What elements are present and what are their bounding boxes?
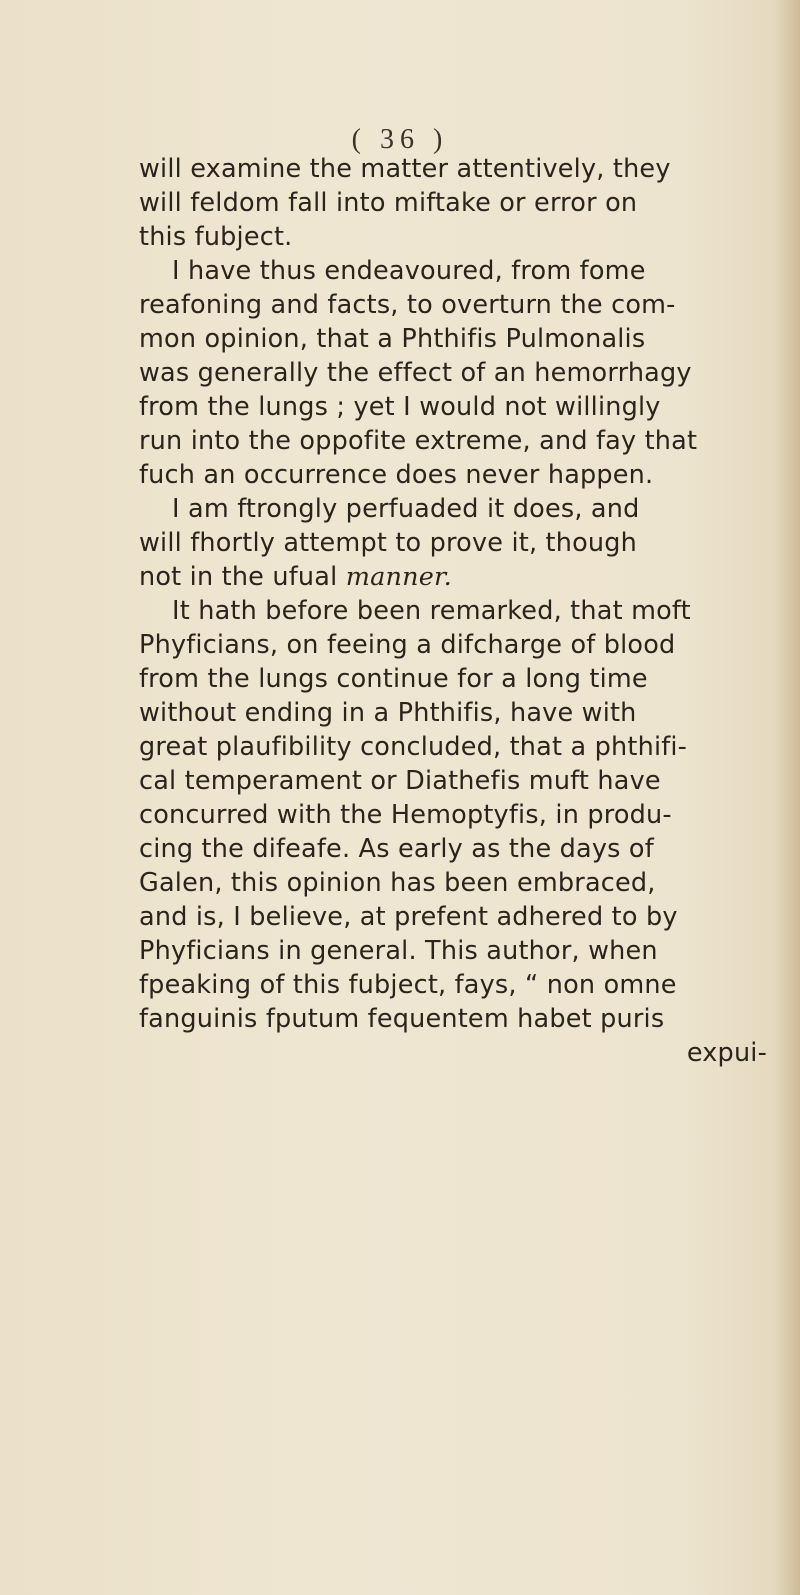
text-line: reafoning and facts, to overturn the com- bbox=[139, 290, 676, 320]
text-line: I have thus endeavoured, from fome bbox=[172, 256, 646, 286]
text-line: Galen, this opinion has been embraced, bbox=[139, 868, 656, 898]
text-line: It hath before been remarked, that moft bbox=[172, 596, 691, 626]
catchword: expui- bbox=[686, 1038, 767, 1068]
text-line: cing the difeafe. As early as the days of bbox=[139, 834, 654, 864]
text-line: was generally the effect of an hemorrhagy bbox=[139, 358, 692, 388]
page-edge-shadow bbox=[774, 0, 800, 1595]
text-line: will examine the matter attentively, they bbox=[139, 154, 671, 184]
text-line: fanguinis fputum fequentem habet puris bbox=[139, 1004, 665, 1034]
text-line: Phyficians, on feeing a difcharge of blood bbox=[139, 630, 676, 660]
text-line: from the lungs continue for a long time bbox=[139, 664, 648, 694]
text-line: I am ftrongly perfuaded it does, and bbox=[172, 494, 640, 524]
italic-word: manner. bbox=[345, 562, 452, 592]
text-line bbox=[139, 560, 767, 594]
text-line: and is, I believe, at prefent adhered to by bbox=[139, 902, 678, 932]
text-line: this fubject. bbox=[139, 222, 293, 252]
text-line: fuch an occurrence does never happen. bbox=[139, 460, 654, 490]
text-line: mon opinion, that a Phthifis Pulmonalis bbox=[139, 324, 646, 354]
text-line: fpeaking of this fubject, fays, “ non omne bbox=[139, 970, 677, 1000]
text-line: cal temperament or Diathefis muft have bbox=[139, 766, 661, 796]
page-number: ( 36 ) bbox=[351, 124, 449, 155]
text-line: will fhortly attempt to prove it, though bbox=[139, 528, 638, 558]
text-line: concurred with the Hemoptyfis, in produ- bbox=[139, 800, 672, 830]
text-line: great plaufibility concluded, that a phthifi- bbox=[139, 732, 688, 762]
text-line: without ending in a Phthifis, have with bbox=[139, 698, 637, 728]
body-text bbox=[139, 152, 767, 1070]
text-line: will feldom fall into miftake or error on bbox=[139, 188, 638, 218]
text-line-roman: not in the ufual bbox=[139, 562, 338, 592]
text-line: run into the oppofite extreme, and fay that bbox=[139, 426, 698, 456]
text-line: Phyficians in general. This author, when bbox=[139, 936, 658, 966]
text-line: from the lungs ; yet I would not willingly bbox=[139, 392, 661, 422]
